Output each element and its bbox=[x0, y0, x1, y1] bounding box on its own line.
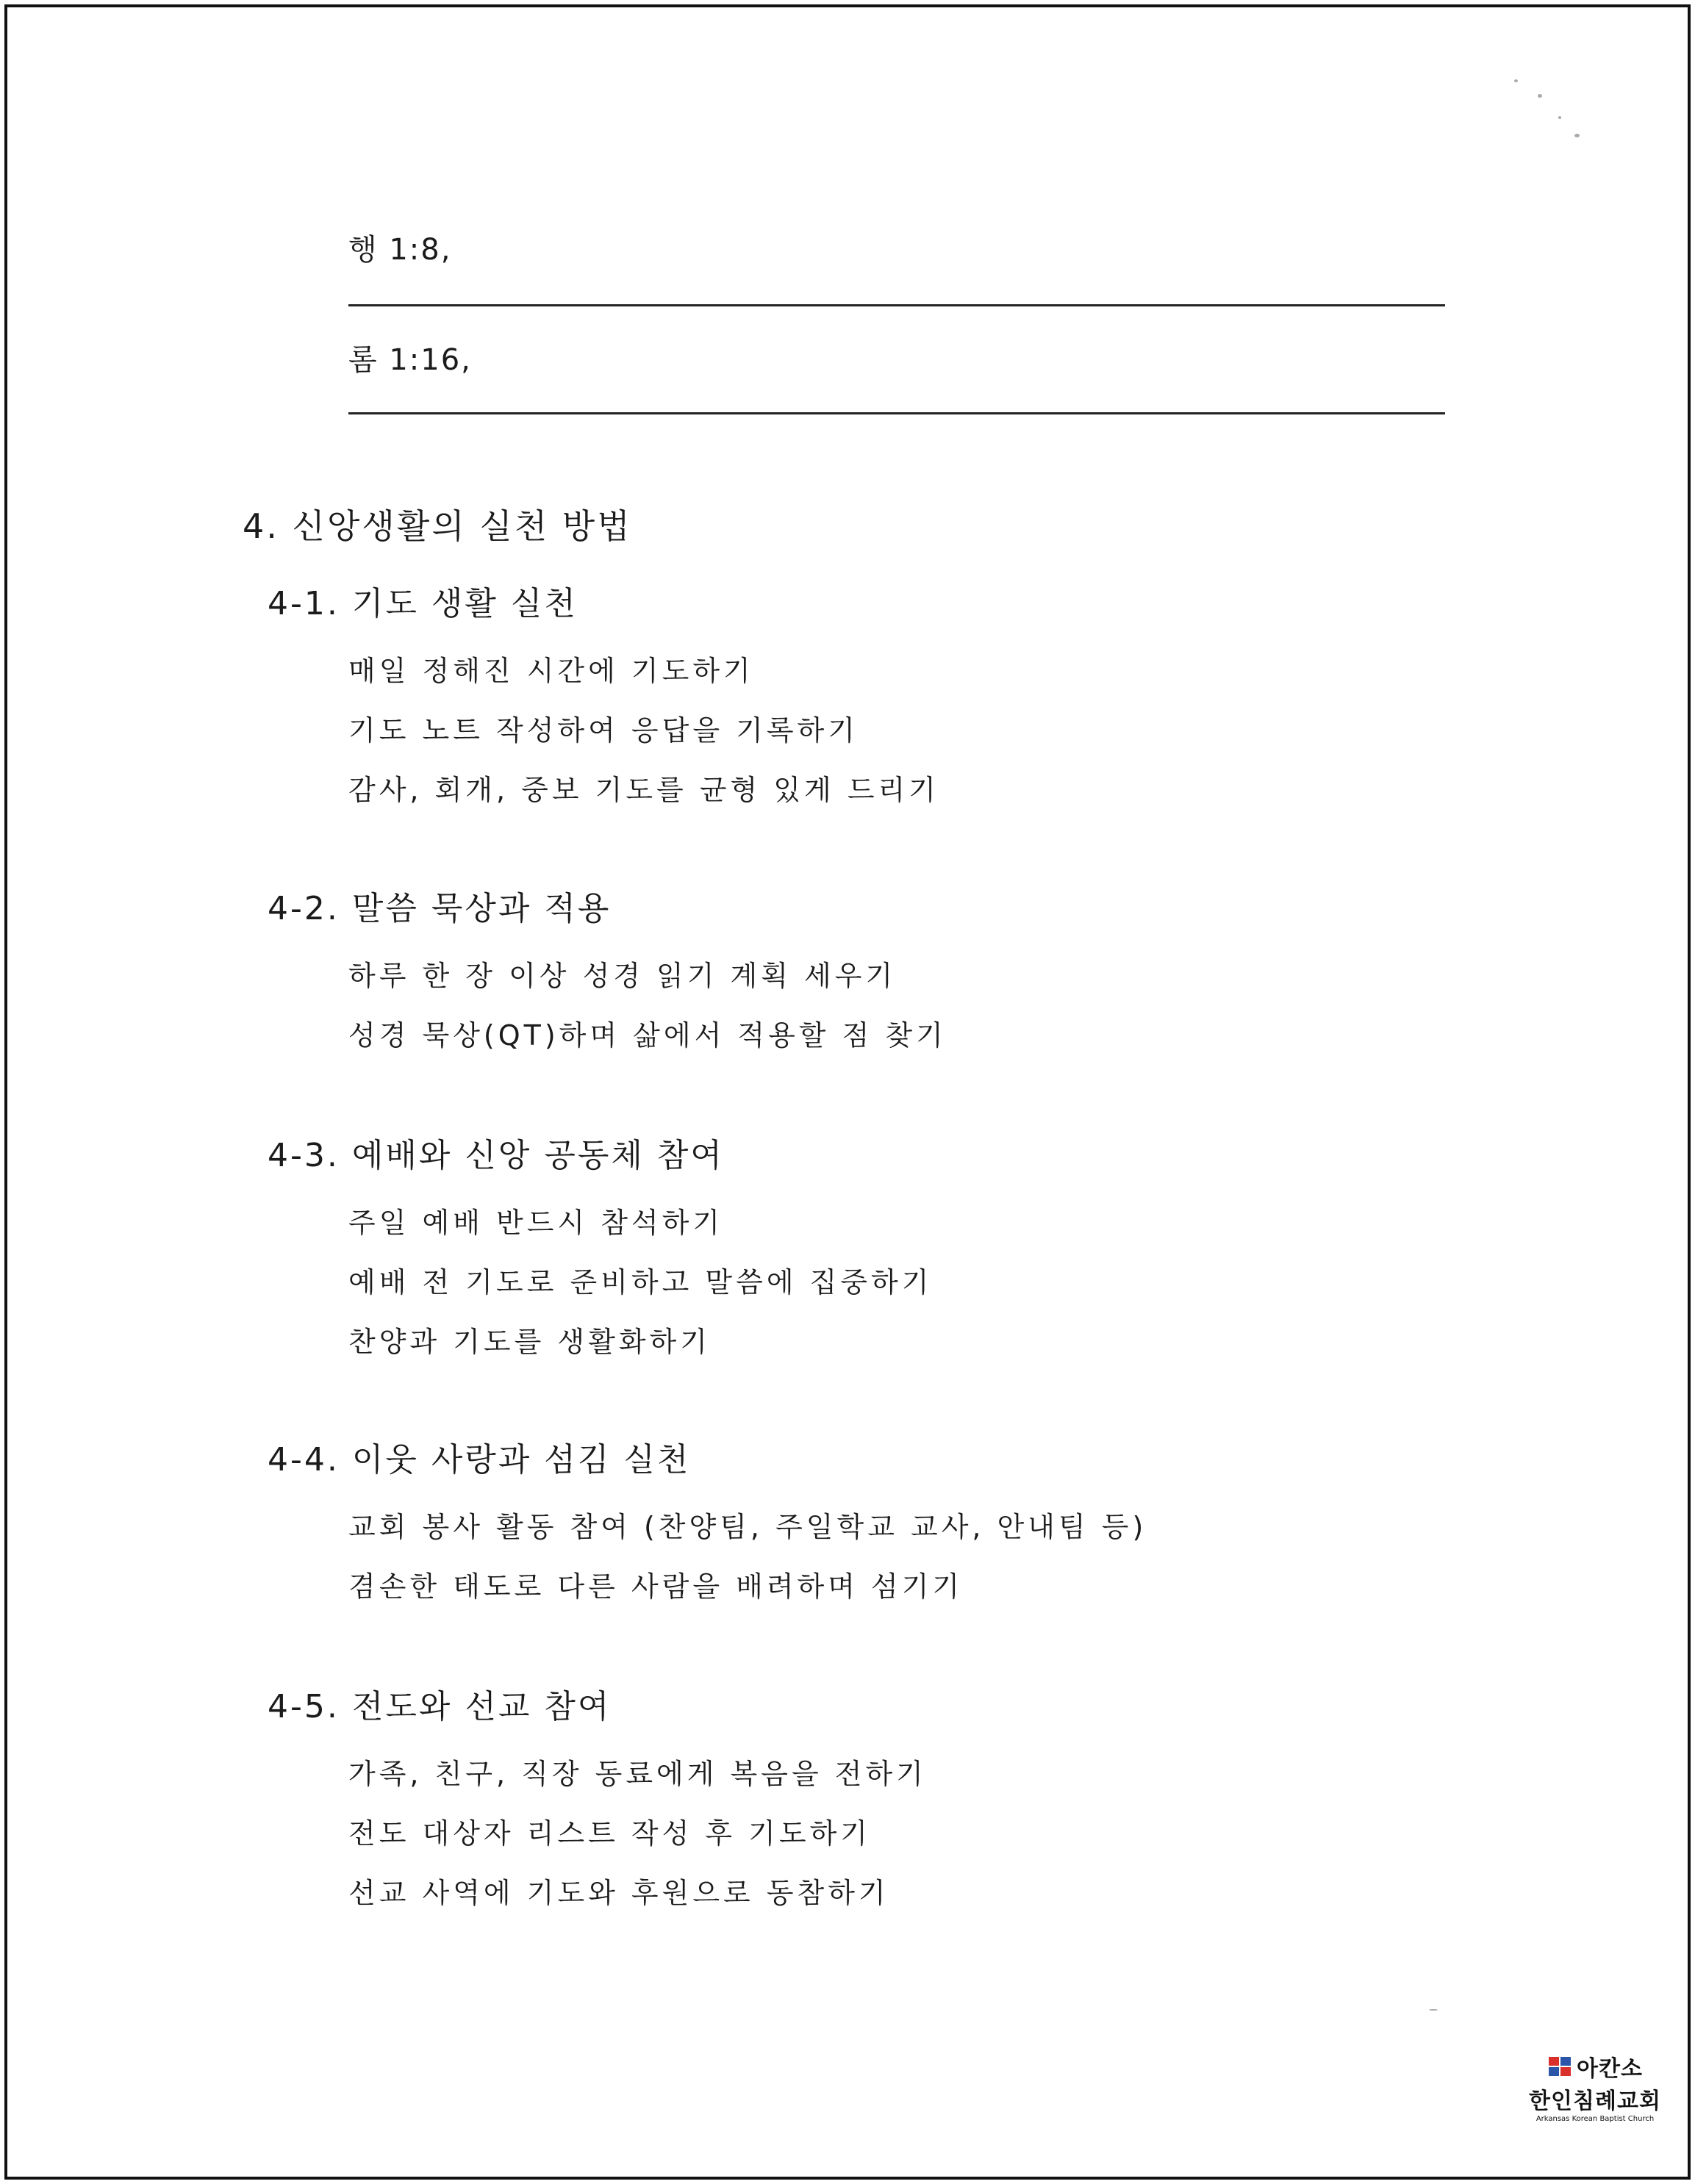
logo-english-name: Arkansas Korean Baptist Church bbox=[1535, 2115, 1655, 2123]
answer-line bbox=[348, 412, 1445, 414]
subsection-title: 4-3. 예배와 신앙 공동체 참여 bbox=[268, 1137, 724, 1174]
list-item: 찬양과 기도를 생활화하기 bbox=[348, 1326, 711, 1358]
list-item: 매일 정해진 시간에 기도하기 bbox=[348, 655, 754, 687]
list-item: 기도 노트 작성하여 응답을 기록하기 bbox=[348, 714, 859, 747]
cross-logo-icon bbox=[1547, 2055, 1572, 2077]
list-item: 가족, 친구, 직장 동료에게 복음을 전하기 bbox=[348, 1758, 927, 1790]
list-item: 감사, 회개, 중보 기도를 균형 있게 드리기 bbox=[348, 774, 939, 806]
list-item: 겸손한 태도로 다른 사람을 배려하며 섬기기 bbox=[348, 1570, 964, 1603]
page-border bbox=[4, 4, 1691, 2180]
scan-speck bbox=[1558, 116, 1561, 119]
section-title: 4. 신앙생활의 실천 방법 bbox=[243, 506, 632, 546]
list-item: 예배 전 기도로 준비하고 말씀에 집중하기 bbox=[348, 1266, 933, 1298]
scan-speck bbox=[1514, 79, 1518, 82]
subsection-title: 4-5. 전도와 선교 참여 bbox=[268, 1688, 612, 1725]
list-item: 하루 한 장 이상 성경 읽기 계획 세우기 bbox=[348, 960, 897, 992]
subsection-title: 4-4. 이웃 사랑과 섬김 실천 bbox=[268, 1441, 691, 1479]
scan-speck bbox=[1538, 94, 1542, 98]
answer-line bbox=[348, 304, 1445, 306]
scan-speck bbox=[1574, 134, 1580, 137]
list-item: 선교 사역에 기도와 후원으로 동참하기 bbox=[348, 1877, 889, 1909]
verse-ref-acts: 행 1:8, bbox=[348, 233, 452, 267]
subsection-title: 4-2. 말씀 묵상과 적용 bbox=[268, 890, 612, 927]
logo-name-line1: 아칸소 bbox=[1577, 2056, 1643, 2082]
list-item: 교회 봉사 활동 참여 (찬양팀, 주일학교 교사, 안내팀 등) bbox=[348, 1511, 1147, 1543]
logo-name-line2: 한인침례교회 bbox=[1529, 2088, 1661, 2114]
verse-ref-romans: 롬 1:16, bbox=[348, 343, 472, 377]
scan-speck bbox=[1429, 2009, 1438, 2011]
church-logo bbox=[1522, 2050, 1669, 2160]
list-item: 주일 예배 반드시 참석하기 bbox=[348, 1207, 724, 1239]
list-item: 성경 묵상(QT)하며 삶에서 적용할 점 찾기 bbox=[348, 1019, 947, 1052]
subsection-title: 4-1. 기도 생활 실천 bbox=[268, 585, 578, 622]
list-item: 전도 대상자 리스트 작성 후 기도하기 bbox=[348, 1817, 872, 1850]
